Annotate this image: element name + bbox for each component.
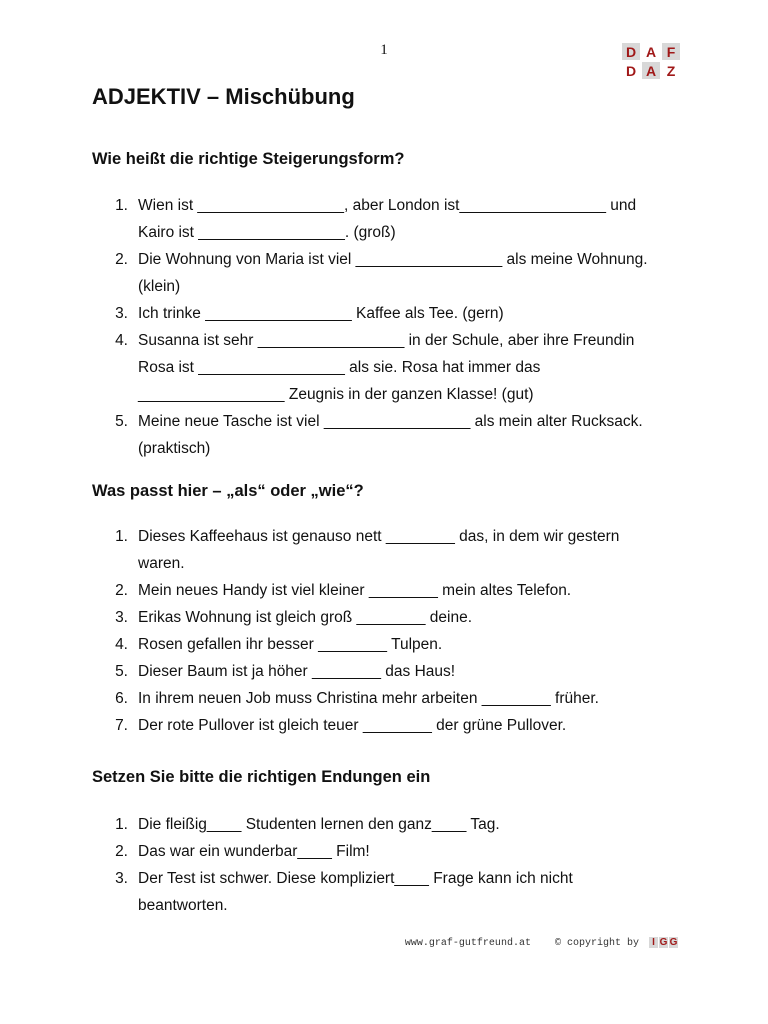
copyright-text: © copyright by (554, 938, 639, 949)
exercise-item (108, 246, 683, 300)
exercise-list (108, 192, 683, 462)
dafdaz-logo (622, 43, 680, 79)
item-number: 3. (115, 305, 128, 322)
badge-letter: I (649, 937, 658, 948)
section-heading: Was passt hier – „als“ oder „wie“? (92, 482, 364, 500)
item-text: Ich trinke _________________ Kaffee als Tee. (gern) (138, 305, 504, 322)
exercise-item (108, 192, 683, 246)
item-number: 4. (115, 636, 128, 653)
logo-letter: D (622, 43, 640, 60)
item-number: 2. (115, 582, 128, 599)
item-number: 1. (115, 816, 128, 833)
exercise-item (108, 604, 683, 631)
item-text: Dieses Kaffeehaus ist genauso nett ________ das, in dem wir gestern (138, 528, 620, 545)
item-text: Meine neue Tasche ist viel _________________ als mein alter Rucksack. (138, 413, 643, 430)
item-text: (klein) (138, 278, 181, 295)
exercise-item (108, 685, 683, 712)
exercise-item (108, 300, 683, 327)
item-number: 1. (115, 528, 128, 545)
item-text: waren. (138, 555, 185, 572)
item-number: 1. (115, 197, 128, 214)
item-text: Dieser Baum ist ja höher ________ das Haus! (138, 663, 456, 680)
igg-badge (648, 937, 678, 949)
item-text: Die fleißig____ Studenten lernen den ganz____ Tag. (138, 816, 500, 833)
item-text: Der Test ist schwer. Diese kompliziert____ Frage kann ich nicht (138, 870, 573, 887)
section-heading: Setzen Sie bitte die richtigen Endungen ein (92, 768, 431, 786)
section-heading: Wie heißt die richtige Steigerungsform? (92, 150, 405, 168)
item-text: Rosen gefallen ihr besser ________ Tulpen. (138, 636, 443, 653)
exercise-item (108, 838, 683, 865)
exercise-item (108, 712, 683, 739)
item-text: Erikas Wohnung ist gleich groß ________ deine. (138, 609, 473, 626)
item-text: Mein neues Handy ist viel kleiner ________ mein altes Telefon. (138, 582, 572, 599)
exercise-item (108, 631, 683, 658)
item-number: 7. (115, 717, 128, 734)
item-text: _________________ Zeugnis in der ganzen Klasse! (gut) (138, 386, 534, 403)
item-number: 3. (115, 870, 128, 887)
badge-letter: G (669, 937, 678, 948)
item-text: Rosa ist _________________ als sie. Rosa hat immer das (138, 359, 541, 376)
badge-letter: G (659, 937, 668, 948)
item-text: In ihrem neuen Job muss Christina mehr arbeiten ________ früher. (138, 690, 599, 707)
item-text: Die Wohnung von Maria ist viel _________________ als meine Wohnung. (138, 251, 648, 268)
page-number: 1 (380, 42, 388, 58)
item-number: 6. (115, 690, 128, 707)
item-number: 5. (115, 663, 128, 680)
exercise-item (108, 327, 683, 408)
item-number: 5. (115, 413, 128, 430)
item-text: Das war ein wunderbar____ Film! (138, 843, 370, 860)
item-number: 2. (115, 843, 128, 860)
logo-letter: A (642, 62, 660, 79)
logo-letter: Z (666, 62, 676, 79)
exercise-list (108, 523, 683, 739)
logo-letter: A (645, 43, 657, 60)
page-footer (0, 937, 678, 949)
exercise-item (108, 523, 683, 577)
item-text: Der rote Pullover ist gleich teuer ________ der grüne Pullover. (138, 717, 567, 734)
item-text: beantworten. (138, 897, 228, 914)
logo-letter: D (625, 62, 637, 79)
logo-letter: F (662, 43, 680, 60)
page-title: ADJEKTIV – Mischübung (92, 84, 355, 109)
exercise-item (108, 865, 683, 919)
item-text: Kairo ist _________________. (groß) (138, 224, 396, 241)
item-number: 4. (115, 332, 128, 349)
item-number: 3. (115, 609, 128, 626)
item-number: 2. (115, 251, 128, 268)
item-text: (praktisch) (138, 440, 211, 457)
exercise-list (108, 811, 683, 919)
exercise-item (108, 811, 683, 838)
website-link[interactable]: www.graf-gutfreund.at (404, 938, 531, 949)
item-text: Wien ist _________________, aber London ist_________________ und (138, 197, 637, 214)
item-text: Susanna ist sehr _________________ in der Schule, aber ihre Freundin (138, 332, 635, 349)
exercise-item (108, 408, 683, 462)
exercise-item (108, 658, 683, 685)
exercise-item (108, 577, 683, 604)
